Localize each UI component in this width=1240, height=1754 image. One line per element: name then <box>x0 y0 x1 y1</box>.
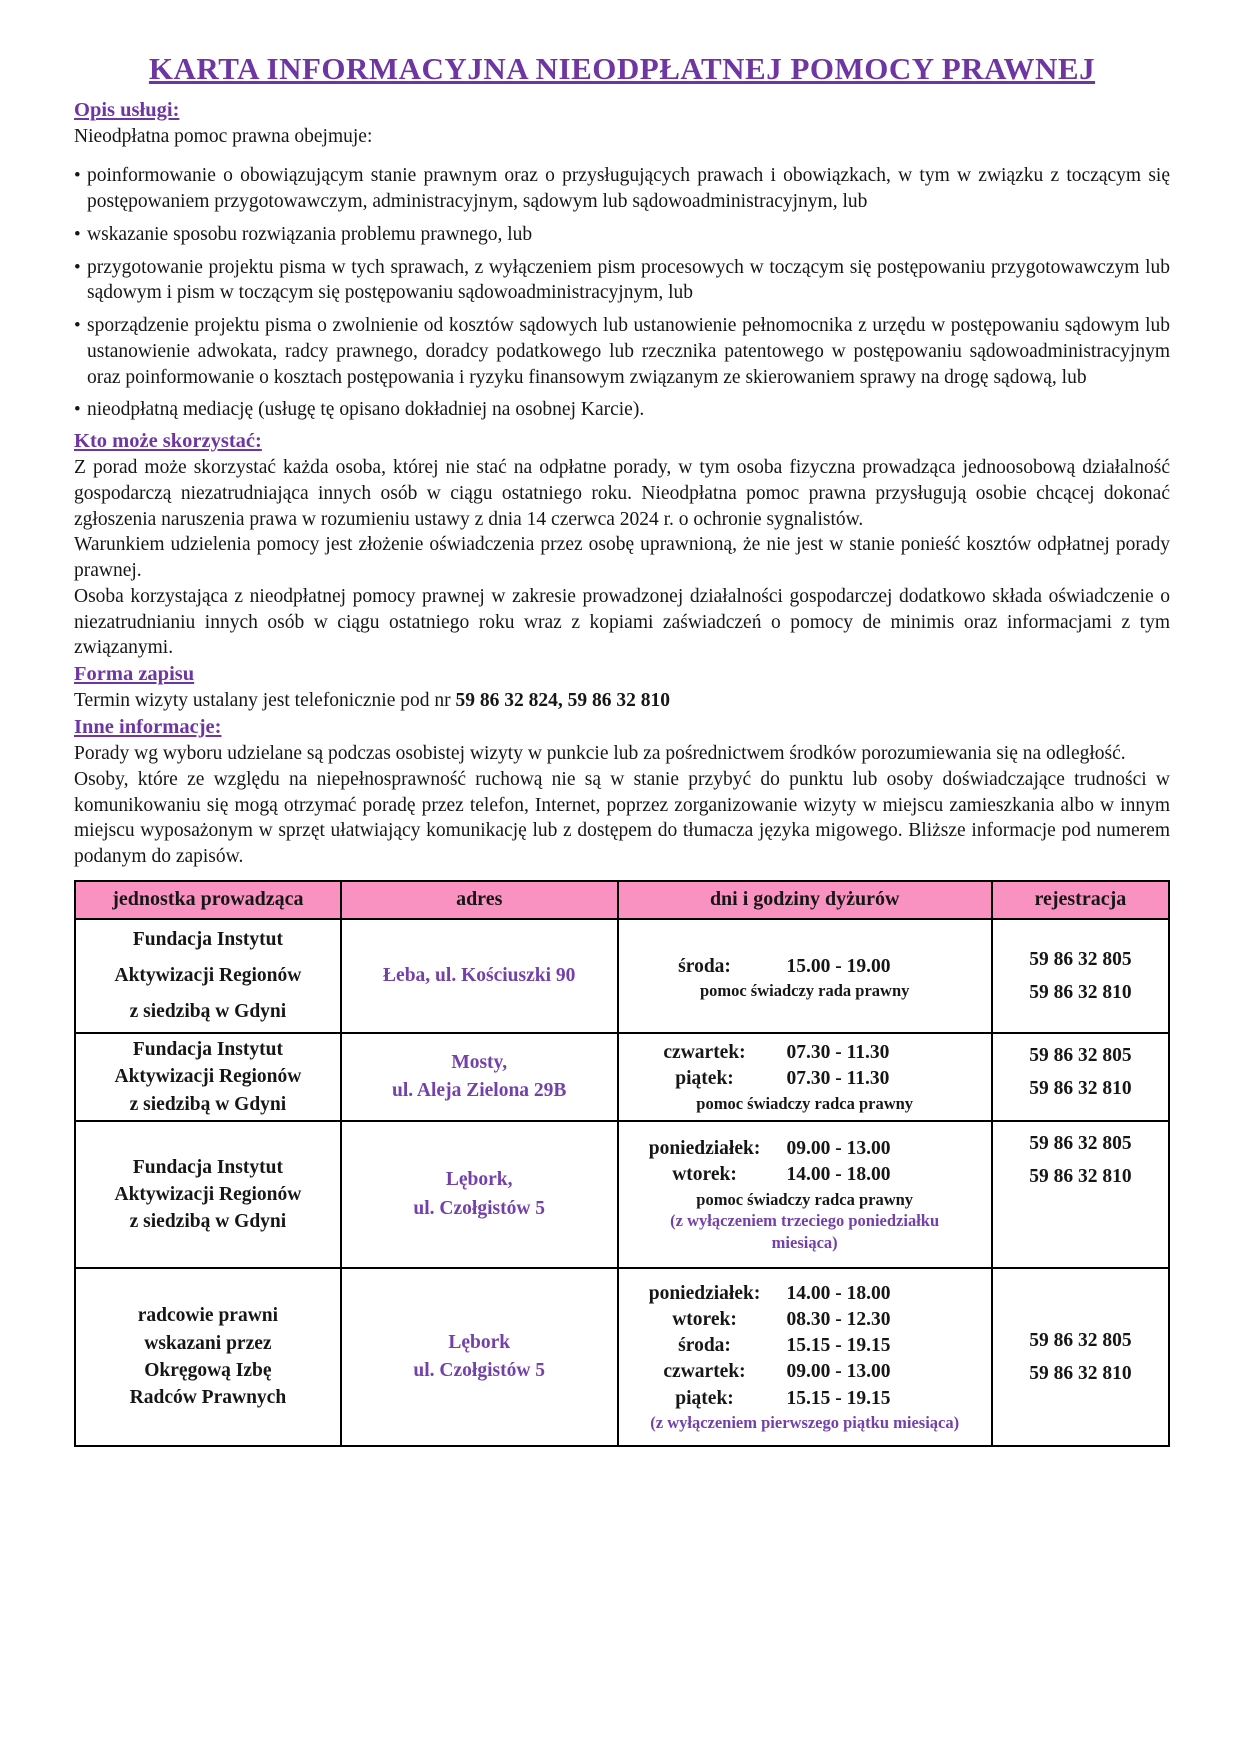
kto-paragraph: Z porad może skorzystać każda osoba, której nie stać na odpłatne porady, w tym osoba fizyczna prowadząca jednoosobową działalność gospodarczą niezatrudniająca innych osób w ciągu ostatniego roku. Nieodpłatna pomoc prawna przysługują osobie chcącej dokonać zgłoszenia naruszenia prawa w rozumieniu ustawy z dnia 14 czerwca 2024 r. o ochronie sygnalistów. <box>74 457 1170 530</box>
cell-schedule <box>618 919 992 1033</box>
cell-rejestracja: 59 86 32 805 59 86 32 810 <box>992 1121 1169 1268</box>
schedule-line: wtorek: 08.30 - 12.30 <box>672 1308 891 1330</box>
bullet-item: • nieodpłatną mediację (usługę tę opisano dokładniej na osobnej Karcie). <box>74 397 1170 423</box>
schedule-line: piątek: 15.15 - 19.15 <box>675 1387 891 1409</box>
kto-paragraph: Osoba korzystająca z nieodpłatnej pomocy prawnej w zakresie prowadzonej działalności gospodarczej dodatkowo składa oświadczenie o niezatrudnianiu innych osób w ciągu ostatniego roku wraz z kopiami zaświadczeń o pomocy de minimis oraz informacjami z tym związanymi. <box>74 585 1170 659</box>
column-header-rejestracja: rejestracja <box>992 881 1169 919</box>
table-row <box>75 1121 1169 1268</box>
cell-jednostka: Fundacja Instytut Aktywizacji Regionów z siedzibą w Gdyni <box>75 1033 341 1121</box>
cell-adres: Mosty, ul. Aleja Zielona 29B <box>341 1033 618 1121</box>
cell-schedule <box>618 1268 992 1446</box>
page-title: KARTA INFORMACYJNA NIEODPŁATNEJ POMOCY PRAWNEJ <box>148 51 1096 86</box>
schedule-line: środa: 15.00 - 19.00 <box>678 956 891 978</box>
inne-paragraph: Porady wg wyboru udzielane są podczas osobistej wizyty w punkcie lub za pośrednictwem środków porozumiewania się na odległość. <box>74 743 1126 765</box>
kto-paragraph: Warunkiem udzielenia pomocy jest złożenie oświadczenia przez osobę uprawnioną, że nie jest w stanie ponieść kosztów odpłatnej porady prawnej. <box>74 534 1170 582</box>
schedule-line: wtorek: 14.00 - 18.00 <box>672 1164 891 1186</box>
section-heading-opis-uslugi: Opis usługi: <box>74 98 180 121</box>
cell-rejestracja: 59 86 32 805 59 86 32 810 <box>992 1033 1169 1121</box>
cell-jednostka: Fundacja Instytut Aktywizacji Regionów z siedzibą w Gdyni <box>75 1121 341 1268</box>
cell-rejestracja: 59 86 32 805 59 86 32 810 <box>992 1268 1169 1446</box>
schedule-exclusion: (z wyłączeniem pierwszego piątku miesiąca) <box>650 1413 960 1433</box>
schedule-line: środa: 15.15 - 19.15 <box>678 1335 891 1357</box>
schedule-note: pomoc świadczy radca prawny <box>696 1093 914 1113</box>
schedule-line: czwartek: 09.00 - 13.00 <box>663 1361 891 1383</box>
opis-intro: Nieodpłatna pomoc prawna obejmuje: <box>74 125 373 147</box>
column-header-jednostka: jednostka prowadząca <box>75 881 341 919</box>
schedule-note: pomoc świadczy radca prawny <box>696 1189 914 1209</box>
section-heading-inne-informacje: Inne informacje: <box>74 716 222 739</box>
table-row <box>75 919 1169 1033</box>
schedule-line: poniedziałek: 09.00 - 13.00 <box>648 1138 891 1160</box>
bullet-item: • przygotowanie projektu pisma w tych sprawach, z wyłączeniem pism procesowych w toczącym się postępowaniu przygotowawczym lub sądowym i pism w toczącym się postępowaniu sądowoadministracyjnym, lub <box>74 255 1170 306</box>
duty-points-table <box>74 880 1170 1447</box>
schedule-line: poniedziałek: 14.00 - 18.00 <box>648 1282 891 1304</box>
cell-rejestracja: 59 86 32 805 59 86 32 810 <box>992 919 1169 1033</box>
bullet-list <box>74 163 1170 423</box>
cell-schedule <box>618 1033 992 1121</box>
table-header-row <box>75 881 1169 919</box>
phone-line <box>74 688 1170 714</box>
cell-jednostka: Fundacja Instytut Aktywizacji Regionów z siedzibą w Gdyni <box>75 919 341 1033</box>
cell-schedule <box>618 1121 992 1268</box>
column-header-adres: adres <box>341 881 618 919</box>
phone-line-text: Termin wizyty ustalany jest telefonicznie pod nr <box>74 689 456 711</box>
schedule-line: czwartek: 07.30 - 11.30 <box>663 1042 890 1064</box>
column-header-dni-godziny: dni i godziny dyżurów <box>618 881 992 919</box>
section-heading-kto-moze-skorzystac: Kto może skorzystać: <box>74 430 262 453</box>
phone-numbers: 59 86 32 824, 59 86 32 810 <box>455 689 670 711</box>
cell-jednostka: radcowie prawni wskazani przez Okręgową Izbę Radców Prawnych <box>75 1268 341 1446</box>
schedule-note: pomoc świadczy rada prawny <box>699 981 910 1001</box>
schedule-line: piątek: 07.30 - 11.30 <box>675 1068 890 1090</box>
cell-adres: Lębork, ul. Czołgistów 5 <box>341 1121 618 1268</box>
bullet-item: • sporządzenie projektu pisma o zwolnienie od kosztów sądowych lub ustanowienie pełnomocnika z urzędu w postępowaniu sądowym lub ustanowienie adwokata, radcy prawnego, doradcy podatkowego lub rzecznika patentowego w postępowaniu sądowoadministracyjnym oraz poinformowanie o kosztach postępowania i ryzyku finansowym związanym ze skierowaniem sprawy na drogę sądową, lub <box>74 313 1170 390</box>
section-heading-forma-zapisu: Forma zapisu <box>74 662 195 685</box>
inne-paragraph: Osoby, które ze względu na niepełnosprawność ruchową nie są w stanie przybyć do punktu lub osoby doświadczające trudności w komunikowaniu się mogą otrzymać poradę przez telefon, Internet, poprzez zorganizowanie wizyty w miejscu zamieszkania albo w innym miejscu wyposażonym w sprzęt ułatwiający komunikację lub z dostępem do tłumacza języka migowego. Bliższe informacje pod numerem podanym do zapisów. <box>74 769 1170 868</box>
bullet-item: • poinformowanie o obowiązującym stanie prawnym oraz o przysługujących prawach i obowiązkach, w tym w związku z toczącym się postępowaniem przygotowawczym, administracyjnym, sądowym lub sądowoadministracyjnym, lub <box>74 163 1170 214</box>
bullet-item: • wskazanie sposobu rozwiązania problemu prawnego, lub <box>74 222 1170 248</box>
table-row <box>75 1268 1169 1446</box>
cell-adres: Łeba, ul. Kościuszki 90 <box>341 919 618 1033</box>
cell-adres: Lębork ul. Czołgistów 5 <box>341 1268 618 1446</box>
table-row <box>75 1033 1169 1121</box>
schedule-exclusion: (z wyłączeniem trzeciego poniedziałku miesiąca) <box>670 1211 940 1252</box>
